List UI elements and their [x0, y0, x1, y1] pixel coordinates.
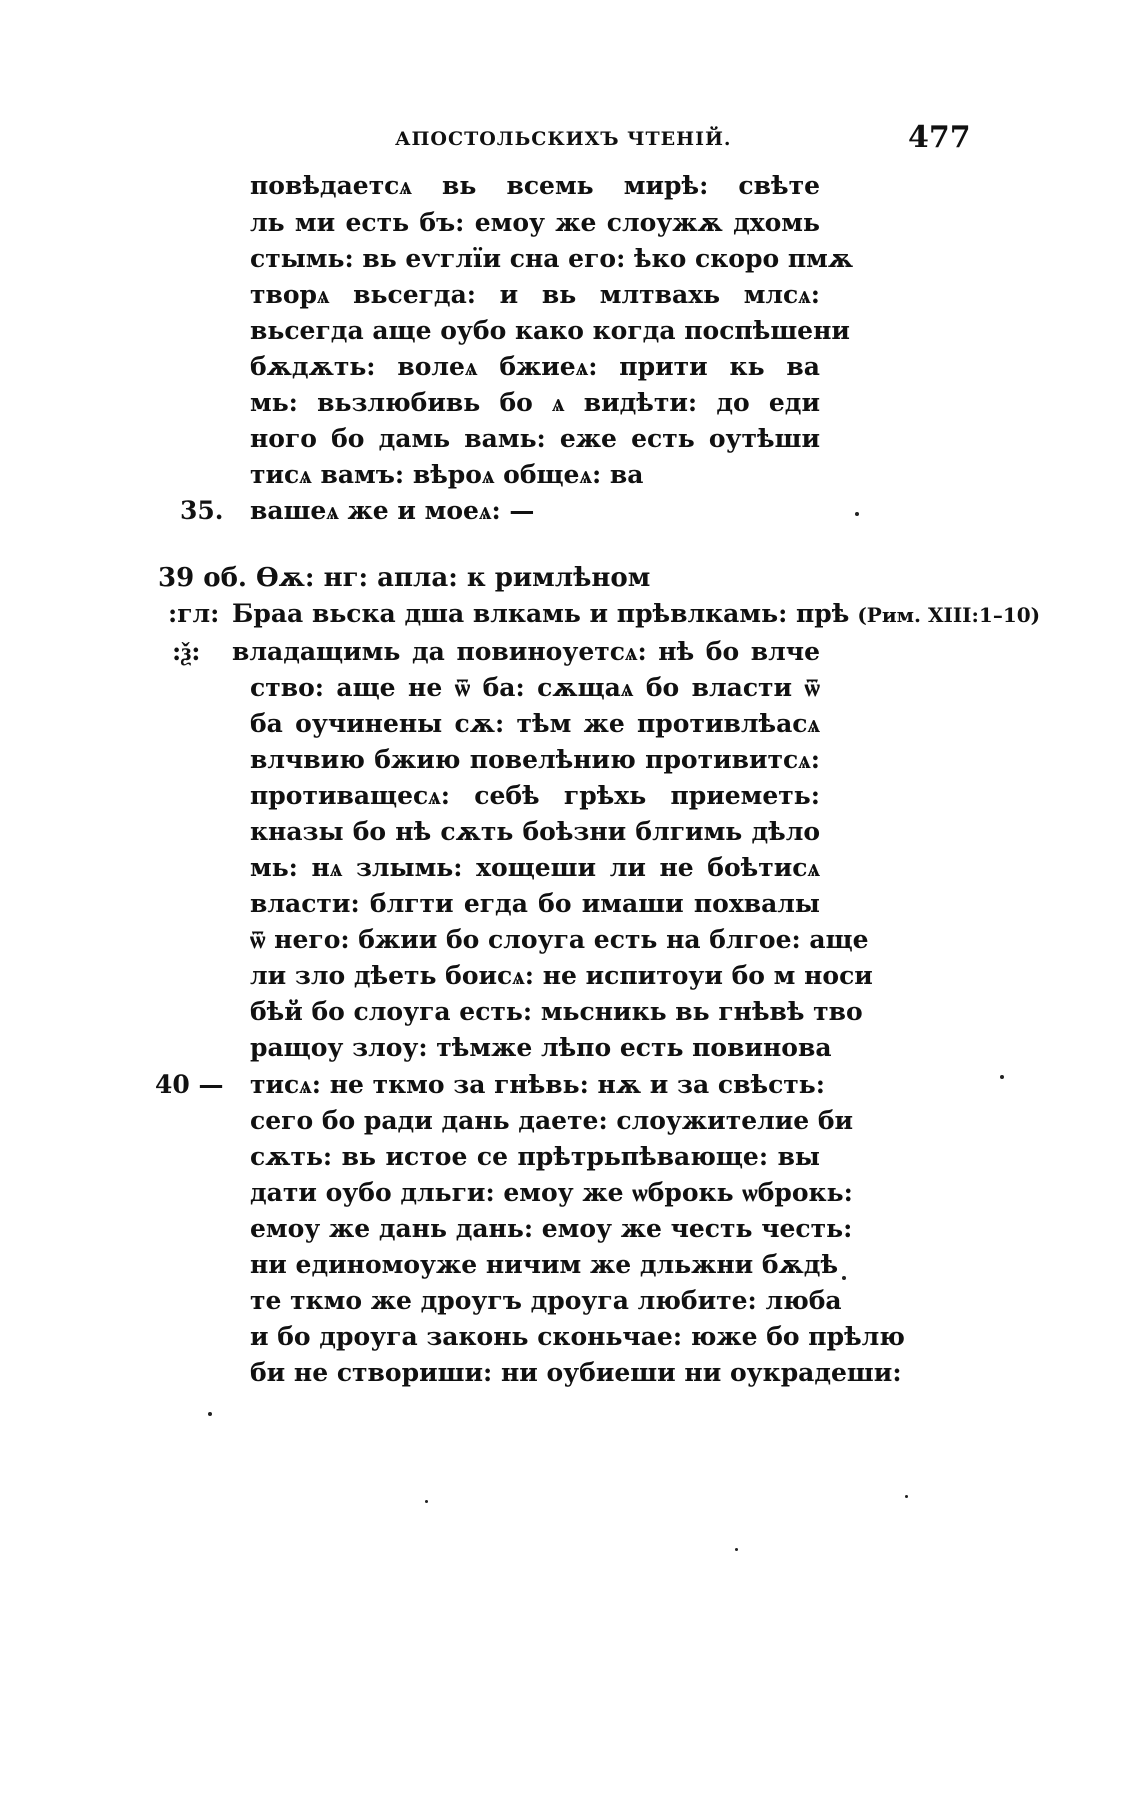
text-line: повѣдаетсѧ вь всемь мирѣ: свѣте	[250, 171, 820, 200]
text-line: те ткмо же дроугъ дроуга любите: люба	[250, 1286, 842, 1315]
text-line: противащесѧ: себѣ грѣхь приеметь:	[250, 781, 820, 810]
text-line: творѧ вьсегда: и вь млтвахь млсѧ:	[250, 280, 820, 309]
ink-speck	[735, 1548, 738, 1551]
text-line: тисѧ вамъ: вѣроѧ общеѧ: ва	[250, 460, 644, 489]
text-line: дати оубо дльги: емоу же ѡброкь ѡброкь:	[250, 1178, 853, 1207]
text-line: ращоу злоу: тѣмже лѣпо есть повинова	[250, 1033, 832, 1062]
section-heading: 39 об. Ѳѫ: нг: апла: к римлѣном	[158, 563, 651, 593]
text-line: тисѧ: не ткмо за гнѣвь: нѫ и за свѣсть:	[250, 1070, 825, 1099]
text-line: вашеѧ же и моеѧ: —	[250, 496, 535, 525]
text-line: ни единомоуже ничим же дльжни бѫдѣ	[250, 1250, 839, 1279]
text-line: мь: вьзлюбивь бо ѧ видѣти: до еди	[250, 388, 820, 417]
text-line: бѫдѫть: волеѧ бжиеѧ: прити кь ва	[250, 352, 820, 381]
text-line: вьсегда аще оубо како когда поспѣшени	[250, 316, 850, 345]
text-line: ли зло дѣеть боисѧ: не испитоуи бо м носи	[250, 961, 873, 990]
text-line: влчвию бжию повелѣнию противитсѧ:	[250, 745, 820, 774]
verse-marker: 40 —	[155, 1070, 224, 1099]
text-line: ство: аще не ѿ ба: сѫщаѧ бо власти ѿ	[250, 673, 820, 702]
rubric-marker: :ѯ:	[172, 637, 201, 666]
rubric-line	[232, 598, 1041, 631]
text-line: би не створиши: ни оубиеши ни оукрадеши:	[250, 1358, 902, 1387]
ink-speck	[855, 512, 859, 516]
text-line: и бо дроуга законь сконьчае: юже бо прѣлю	[250, 1322, 905, 1351]
rubric-text: Браа вьска дша влкамь и прѣвлкамь: прѣ	[232, 599, 850, 628]
text-line: владащимь да повиноуетсѧ: нѣ бо влче	[232, 637, 820, 666]
text-line: сего бо ради дань даете: слоужителие би	[250, 1106, 854, 1135]
text-line: ного бо дамь вамь: еже есть оутѣши	[250, 424, 820, 453]
text-line: власти: блгти егда бо имаши похвалы	[250, 889, 820, 918]
ink-speck	[425, 1500, 428, 1503]
ink-speck	[905, 1495, 908, 1498]
verse-marker: 35.	[180, 496, 224, 525]
rubric-marker: :гл:	[168, 599, 220, 628]
text-line: емоу же дань дань: емоу же честь честь:	[250, 1214, 853, 1243]
text-line: мь: нѧ злымь: хощеши ли не боѣтисѧ	[250, 853, 820, 882]
text-line: стымь: вь еѵглїи сна его: ѣко скоро пмѫ	[250, 244, 854, 273]
ink-speck	[208, 1412, 212, 1416]
page-number: 477	[908, 120, 971, 155]
text-line: бѣй бо слоуга есть: мьсникь вь гнѣвѣ тво	[250, 997, 863, 1026]
ink-speck	[842, 1276, 846, 1280]
text-line: ѿ него: бжии бо слоуга есть на блгое: аще	[250, 925, 869, 954]
text-line: ба оучинены сѫ: тѣм же противлѣасѧ	[250, 709, 820, 738]
text-line: сѫть: вь истое се прѣтрьпѣвающе: вы	[250, 1142, 820, 1171]
running-head: АПОСТОЛЬСКИХЪ ЧТЕНІЙ.	[395, 128, 732, 150]
text-line: ль ми есть бъ: емоу же слоужѫ дхомь	[250, 208, 820, 237]
text-line: кназы бо нѣ сѫть боѣзни блгимь дѣло	[250, 817, 820, 846]
scripture-reference: (Рим. XIII:1–10)	[857, 603, 1041, 627]
ink-speck	[1000, 1075, 1004, 1079]
